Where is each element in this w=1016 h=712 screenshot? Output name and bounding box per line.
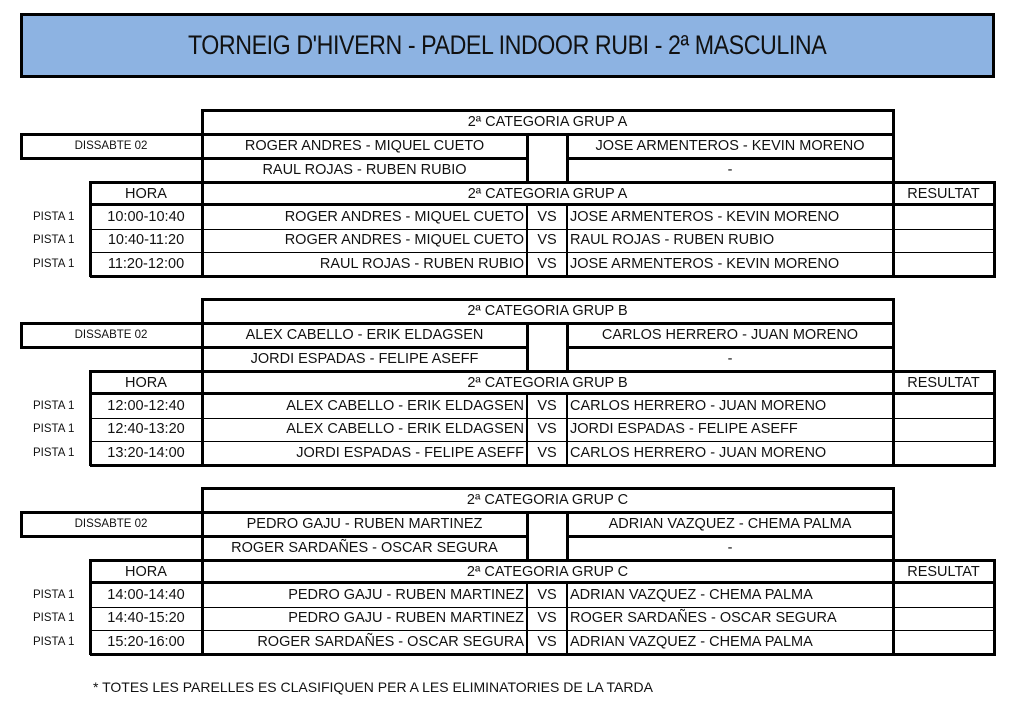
table-border <box>90 441 996 442</box>
resultat-header: RESULTAT <box>907 185 980 202</box>
table-border <box>90 252 996 253</box>
footnote: * TOTES LES PARELLES ES CLASIFIQUEN PER A LES ELIMINATORIES DE LA TARDA <box>93 679 653 695</box>
table-border <box>90 559 996 562</box>
away-team: RAUL ROJAS - RUBEN RUBIO <box>570 232 775 249</box>
tournament-title: TORNEIG D'HIVERN - PADEL INDOOR RUBI - 2ª MASCULINA <box>188 30 827 60</box>
match-time: 13:20-14:00 <box>107 444 185 461</box>
table-border <box>89 181 92 277</box>
table-border <box>993 181 996 277</box>
vs-label: VS <box>537 208 557 225</box>
table-border <box>90 275 996 278</box>
tournament-title-banner <box>20 13 995 78</box>
table-border <box>202 157 527 160</box>
table-border <box>526 323 529 371</box>
table-border <box>202 535 527 538</box>
court-label: PISTA 1 <box>33 588 75 601</box>
group-header: 2ª CATEGORIA GRUP C <box>466 492 629 508</box>
match-time: 11:20-12:00 <box>107 255 185 272</box>
table-border <box>892 559 895 655</box>
team-row2-left: RAUL ROJAS - RUBEN RUBIO <box>262 162 467 178</box>
vs-label: VS <box>537 397 557 414</box>
home-team: ROGER ANDRES - MIQUEL CUETO <box>284 208 524 225</box>
team-row1-right: JOSE ARMENTEROS - KEVIN MORENO <box>595 138 865 154</box>
table-border <box>20 157 202 160</box>
table-border <box>90 630 996 631</box>
result-cell[interactable] <box>893 229 994 253</box>
table-border <box>526 204 528 276</box>
table-border <box>20 322 895 325</box>
table-border <box>892 487 895 561</box>
match-time: 15:20-16:00 <box>107 633 185 650</box>
vs-label: VS <box>537 421 557 438</box>
away-team: JOSE ARMENTEROS - KEVIN MORENO <box>570 208 840 225</box>
team-row2-right: - <box>727 351 733 367</box>
table-border <box>90 581 996 584</box>
table-border <box>20 511 23 538</box>
table-border <box>892 298 895 372</box>
table-border <box>892 109 895 183</box>
table-border <box>201 370 204 466</box>
home-team: RAUL ROJAS - RUBEN RUBIO <box>319 255 524 272</box>
team-row2-right: - <box>727 540 733 556</box>
away-team: ADRIAN VAZQUEZ - CHEMA PALMA <box>570 633 813 650</box>
vs-label: VS <box>537 633 557 650</box>
home-team: ALEX CABELLO - ERIK ELDAGSEN <box>286 421 524 438</box>
table-border <box>20 322 23 349</box>
court-label: PISTA 1 <box>33 446 75 459</box>
table-border <box>202 346 527 349</box>
day-label: DISSABTE 02 <box>74 140 148 152</box>
home-team: ROGER SARDAÑES - OSCAR SEGURA <box>257 633 524 650</box>
table-border <box>20 133 23 160</box>
table-border <box>90 392 996 395</box>
home-team: PEDRO GAJU - RUBEN MARTINEZ <box>288 586 524 603</box>
table-border <box>20 535 202 538</box>
table-border <box>567 157 895 160</box>
team-row1-right: CARLOS HERRERO - JUAN MORENO <box>601 327 859 343</box>
table-border <box>89 559 92 655</box>
table-border <box>201 109 204 183</box>
team-row2-right: - <box>727 162 733 178</box>
group-header: 2ª CATEGORIA GRUP B <box>467 303 628 319</box>
result-cell[interactable] <box>893 252 994 276</box>
result-cell[interactable] <box>893 394 994 418</box>
hora-header: HORA <box>125 374 167 391</box>
table-border <box>20 346 202 349</box>
home-team: ROGER ANDRES - MIQUEL CUETO <box>284 232 524 249</box>
match-time: 14:00-14:40 <box>107 586 185 603</box>
home-team: JORDI ESPADAS - FELIPE ASEFF <box>296 444 524 461</box>
away-team: CARLOS HERRERO - JUAN MORENO <box>570 397 827 414</box>
table-border <box>892 181 895 277</box>
home-team: PEDRO GAJU - RUBEN MARTINEZ <box>288 610 524 627</box>
result-cell[interactable] <box>893 583 994 607</box>
table-border <box>90 607 996 608</box>
vs-label: VS <box>537 255 557 272</box>
table-border <box>202 109 895 112</box>
away-team: JORDI ESPADAS - FELIPE ASEFF <box>570 421 798 438</box>
court-label: PISTA 1 <box>33 423 75 436</box>
home-team: ALEX CABELLO - ERIK ELDAGSEN <box>286 397 524 414</box>
table-border <box>90 464 996 467</box>
match-time: 10:00-10:40 <box>107 208 185 225</box>
table-border <box>993 559 996 655</box>
match-time: 14:40-15:20 <box>107 610 185 627</box>
schedule-group-header: 2ª CATEGORIA GRUP C <box>466 563 629 580</box>
table-border <box>20 511 895 514</box>
table-border <box>993 370 996 466</box>
table-border <box>526 512 529 560</box>
court-label: PISTA 1 <box>33 234 75 247</box>
table-border <box>566 582 568 654</box>
match-time: 10:40-11:20 <box>107 232 185 249</box>
match-time: 12:40-13:20 <box>107 421 185 438</box>
resultat-header: RESULTAT <box>907 563 980 580</box>
match-time: 12:00-12:40 <box>107 397 185 414</box>
vs-label: VS <box>537 610 557 627</box>
day-label: DISSABTE 02 <box>74 329 148 341</box>
table-border <box>567 346 895 349</box>
table-border <box>567 535 895 538</box>
table-border <box>90 418 996 419</box>
hora-header: HORA <box>125 185 167 202</box>
table-border <box>566 323 569 371</box>
table-border <box>202 487 895 490</box>
schedule-group-header: 2ª CATEGORIA GRUP B <box>467 374 628 391</box>
group-header: 2ª CATEGORIA GRUP A <box>467 114 628 130</box>
table-border <box>566 512 569 560</box>
day-label: DISSABTE 02 <box>74 518 148 530</box>
result-cell[interactable] <box>893 630 994 654</box>
court-label: PISTA 1 <box>33 635 75 648</box>
away-team: ADRIAN VAZQUEZ - CHEMA PALMA <box>570 586 813 603</box>
table-border <box>526 393 528 465</box>
table-border <box>201 487 204 561</box>
court-label: PISTA 1 <box>33 399 75 412</box>
table-border <box>90 653 996 656</box>
schedule-group-header: 2ª CATEGORIA GRUP A <box>467 185 628 202</box>
table-border <box>89 370 92 466</box>
vs-label: VS <box>537 232 557 249</box>
team-row1-right: ADRIAN VAZQUEZ - CHEMA PALMA <box>608 516 852 532</box>
table-border <box>90 229 996 230</box>
table-border <box>90 181 996 184</box>
team-row1-left: PEDRO GAJU - RUBEN MARTINEZ <box>246 516 483 532</box>
result-cell[interactable] <box>893 607 994 631</box>
result-cell[interactable] <box>893 441 994 465</box>
table-border <box>201 298 204 372</box>
court-label: PISTA 1 <box>33 210 75 223</box>
table-border <box>90 203 996 206</box>
team-row2-left: ROGER SARDAÑES - OSCAR SEGURA <box>231 540 498 556</box>
hora-header: HORA <box>125 563 167 580</box>
result-cell[interactable] <box>893 418 994 442</box>
away-team: JOSE ARMENTEROS - KEVIN MORENO <box>570 255 840 272</box>
table-border <box>526 582 528 654</box>
table-border <box>566 134 569 182</box>
resultat-header: RESULTAT <box>907 374 980 391</box>
team-row1-left: ALEX CABELLO - ERIK ELDAGSEN <box>245 327 484 343</box>
court-label: PISTA 1 <box>33 257 75 270</box>
away-team: ROGER SARDAÑES - OSCAR SEGURA <box>570 610 837 627</box>
team-row2-left: JORDI ESPADAS - FELIPE ASEFF <box>250 351 479 367</box>
table-border <box>20 133 895 136</box>
result-cell[interactable] <box>893 205 994 229</box>
away-team: CARLOS HERRERO - JUAN MORENO <box>570 444 827 461</box>
table-border <box>201 181 204 277</box>
table-border <box>566 393 568 465</box>
table-border <box>202 298 895 301</box>
vs-label: VS <box>537 586 557 603</box>
table-border <box>526 134 529 182</box>
team-row1-left: ROGER ANDRES - MIQUEL CUETO <box>244 138 485 154</box>
table-border <box>566 204 568 276</box>
vs-label: VS <box>537 444 557 461</box>
table-border <box>892 370 895 466</box>
table-border <box>90 370 996 373</box>
court-label: PISTA 1 <box>33 612 75 625</box>
table-border <box>201 559 204 655</box>
